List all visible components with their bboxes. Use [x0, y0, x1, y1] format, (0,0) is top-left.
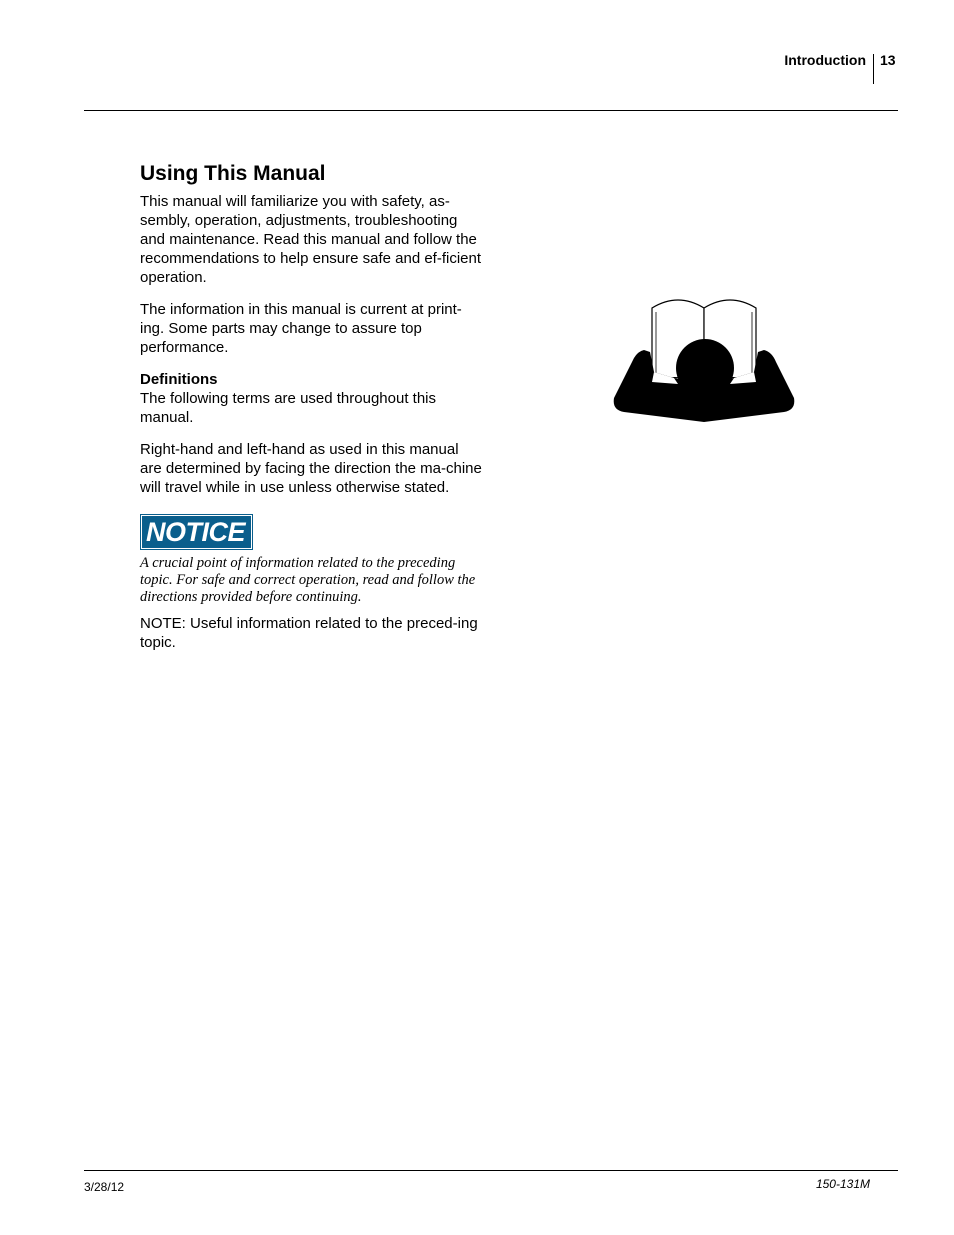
page-number: 13 [880, 52, 896, 68]
header-rule [84, 110, 898, 111]
person-reading-manual-icon [608, 290, 798, 425]
header-section-title: Introduction [784, 52, 866, 68]
definitions-heading: Definitions [140, 371, 218, 388]
footer-document-code: 150-131M [815, 1177, 870, 1191]
notice-description: A crucial point of information related to the preceding topic. For safe and correct operation, read and follow the directions provided before continuing. [140, 555, 476, 605]
main-content [140, 161, 482, 665]
definitions-intro: The following terms are used throughout this manual. [140, 390, 436, 426]
notice-label: NOTICE [142, 516, 251, 548]
note-paragraph: NOTE: Useful information related to the preced-ing topic. [140, 615, 478, 651]
page-title: Using This Manual [140, 162, 326, 185]
footer-rule [84, 1170, 898, 1171]
notice-badge [140, 514, 253, 550]
footer-date: 3/28/12 [84, 1180, 125, 1194]
intro-paragraph: This manual will familiarize you with safety, as-sembly, operation, adjustments, troubleshooting and maintenance. Read this manual and follow the recommendations to help ensure safe and ef-ficient operation. [140, 193, 482, 286]
header-divider [873, 54, 874, 84]
handedness-paragraph: Right-hand and left-hand as used in this manual are determined by facing the direction the ma-chine will travel while in use unless otherwise stated. [140, 441, 482, 496]
currency-paragraph: The information in this manual is current at print-ing. Some parts may change to assure top performance. [140, 301, 462, 356]
